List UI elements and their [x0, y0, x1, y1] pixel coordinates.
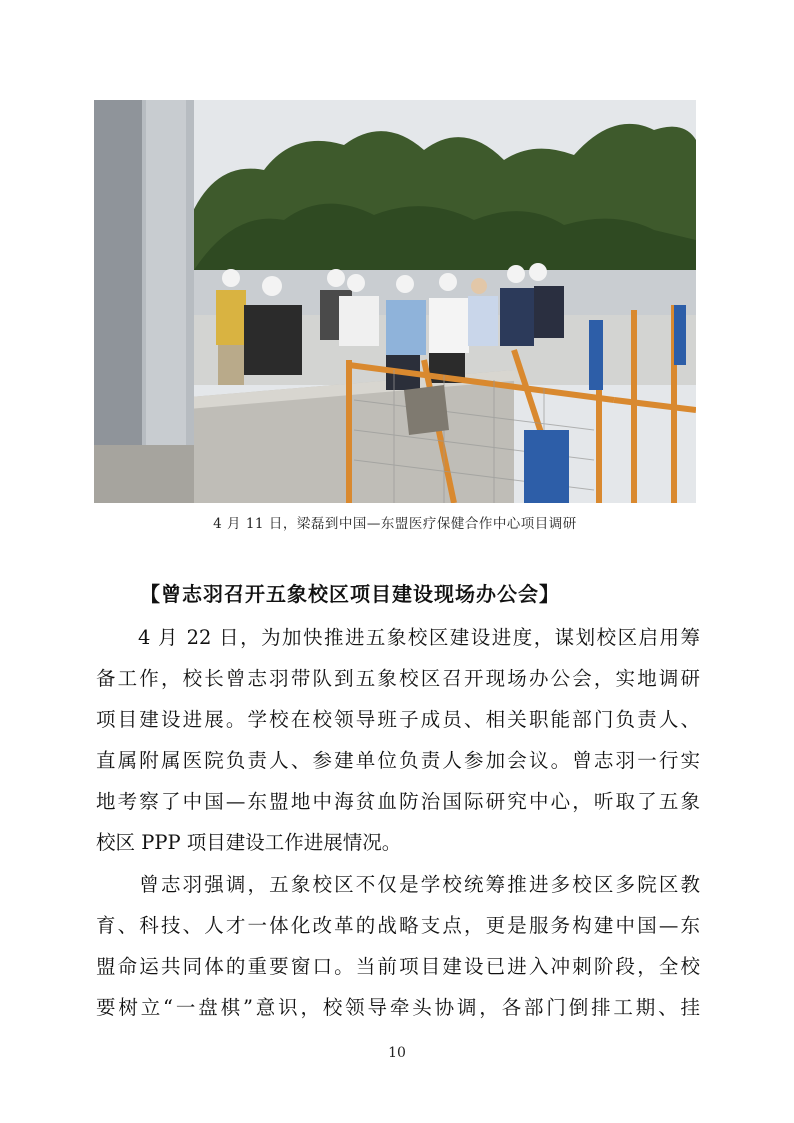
paragraph-line: 曾志羽强调，五象校区不仅是学校统筹推进多校区多院区教	[96, 873, 700, 896]
paragraph-line: 盟命运共同体的重要窗口。当前项目建设已进入冲刺阶段，全校	[96, 955, 700, 978]
paragraph-line: 项目建设进展。学校在校领导班子成员、相关职能部门负责人、	[96, 708, 700, 731]
paragraph-2	[96, 864, 700, 1028]
paragraph-line: 4 月 22 日，为加快推进五象校区建设进度，谋划校区启用筹	[96, 626, 700, 649]
paragraph-line: 备工作，校长曾志羽带队到五象校区召开现场办公会，实地调研	[96, 667, 700, 690]
page-number: 10	[388, 1045, 406, 1061]
site-visit-illustration	[94, 100, 696, 503]
photo-caption: 4 月 11 日，梁磊到中国—东盟医疗保健合作中心项目调研	[213, 516, 577, 532]
paragraph-line: 要树立“一盘棋”意识，校领导牵头协调，各部门倒排工期、挂	[96, 996, 700, 1019]
site-visit-photo	[94, 100, 696, 503]
paragraph-1	[96, 617, 700, 863]
paragraph-line: 校区 PPP 项目建设工作进展情况。	[96, 831, 402, 854]
paragraph-line: 地考察了中国—东盟地中海贫血防治国际研究中心，听取了五象	[96, 790, 700, 813]
paragraph-line: 直属附属医院负责人、参建单位负责人参加会议。曾志羽一行实	[96, 749, 700, 772]
paragraph-line: 育、科技、人才一体化改革的战略支点，更是服务构建中国—东	[96, 914, 700, 937]
section-title: 【曾志羽召开五象校区项目建设现场办公会】	[140, 582, 560, 606]
